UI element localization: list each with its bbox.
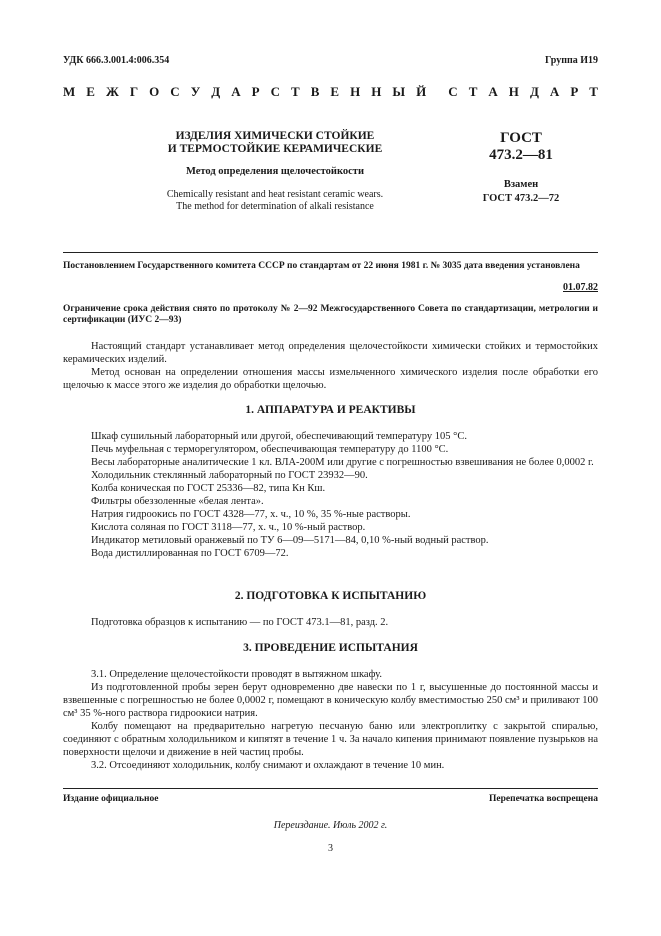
reprint-prohibited: Перепечатка воспрещена: [488, 794, 598, 804]
list-item: Натрия гидроокись по ГОСТ 4328—77, х. ч., 10 %, 35 %-ные растворы.: [91, 509, 411, 520]
group-code: Группа И19: [545, 55, 598, 66]
section-2-text-block: [63, 616, 598, 629]
list-item: Фильтры обеззоленные «белая лента».: [91, 496, 264, 507]
standard-type-letter: О: [149, 84, 160, 99]
reissue-note: Переиздание. Июль 2002 г.: [273, 820, 388, 831]
list-item: Весы лабораторные аналитические 1 кл. ВЛА-200М или другие с погрешностью взвешивания не более 0,0002 г.: [91, 457, 594, 468]
list-item: Шкаф сушильный лабораторный или другой, обеспечивающий температуру 105 °С.: [91, 431, 467, 442]
header-divider: [63, 252, 598, 253]
standard-type-letter: Д: [529, 84, 539, 99]
english-title-line-1: Chemically resistant and heat resistant ceramic wears.: [166, 189, 384, 200]
standard-type-letter: Г: [129, 84, 139, 99]
standard-type-letter: Т: [589, 84, 598, 99]
list-item: Индикатор метиловый оранжевый по ТУ 6—09—5171—84, 0,10 %-ный водный раствор.: [91, 535, 489, 546]
decree-text: Постановлением Государственного комитета СССР по стандартам от 22 июня 1981 г. № 3035 дата введения установлена: [63, 261, 580, 271]
standard-type-letter: С: [448, 84, 458, 99]
gost-block: [466, 130, 576, 206]
section-3-paragraph: 3.1. Определение щелочестойкости проводят в вытяжном шкафу.: [91, 669, 382, 680]
standard-type-letter: С: [270, 84, 280, 99]
standard-type-letter: Р: [570, 84, 579, 99]
page-number: 3: [328, 843, 333, 854]
section-1-heading: 1. АППАРАТУРА И РЕАКТИВЫ: [245, 404, 416, 416]
standard-type-letter: У: [190, 84, 201, 99]
standard-type-letter: Р: [251, 84, 260, 99]
replace-number: ГОСТ 473.2—72: [482, 193, 560, 204]
gost-number: 473.2—81: [489, 147, 553, 163]
standard-type-letter: Т: [291, 84, 300, 99]
standard-type: [63, 84, 598, 100]
english-title-line-2: The method for determination of alkali resistance: [176, 201, 374, 212]
standard-type-letter: Н: [350, 84, 361, 99]
standard-type-letter: Н: [371, 84, 382, 99]
section-2-text: Подготовка образцов к испытанию — по ГОСТ 473.1—81, разд. 2.: [91, 617, 389, 628]
intro-paragraph: Настоящий стандарт устанавливает метод определения щелочестойкости химически стойких и термостойких керамических изделий.: [63, 341, 598, 365]
section-3-heading: 3. ПРОВЕДЕНИЕ ИСПЫТАНИЯ: [243, 642, 418, 654]
list-item: Вода дистиллированная по ГОСТ 6709—72.: [91, 548, 289, 559]
section-3-paragraph: Из подготовленной пробы зерен берут одновременно две навески по 1 г, высушенные до постоянной массы и взвешенные с погрешностью не более 0,0002 г, помещают в коническую колбу вместимостью 250 см³ и приливают 100 см³ 35 %-ного раствора гидроокиси натрия.: [63, 682, 598, 719]
method-title: Метод определения щелочестойкости: [185, 166, 365, 177]
standard-type-letter: Н: [508, 84, 519, 99]
standard-type-letter: Т: [468, 84, 478, 99]
list-item: Колба коническая по ГОСТ 25336—82, типа Кн Кш.: [91, 483, 326, 494]
standard-type-letter: Е: [86, 84, 95, 99]
standard-type-letter: А: [488, 84, 498, 99]
udc-code: УДК 666.3.001.4:006.354: [63, 55, 170, 66]
section-2-heading: 2. ПОДГОТОВКА К ИСПЫТАНИЮ: [234, 590, 427, 602]
standard-type-letter: Ы: [392, 84, 406, 99]
title-line-1: ИЗДЕЛИЯ ХИМИЧЕСКИ СТОЙКИЕ: [175, 130, 375, 142]
standard-type-letter: В: [310, 84, 320, 99]
standard-type-letter: Ж: [105, 84, 119, 99]
gost-label: ГОСТ: [500, 130, 542, 146]
english-title: [130, 189, 420, 213]
title-line-2: И ТЕРМОСТОЙКИЕ КЕРАМИЧЕСКИЕ: [167, 143, 383, 155]
section-1-list: [63, 430, 598, 560]
replace-label: Взамен: [503, 179, 539, 190]
standard-type-letter: А: [549, 84, 560, 99]
limitation-text: Ограничение срока действия снято по протоколу № 2—92 Межгосударственного Совета по стандартизации, метрологии и сертификации (ИУС 2—93): [63, 304, 598, 325]
decree-date: 01.07.82: [563, 282, 598, 293]
standard-type-letter: С: [170, 84, 180, 99]
standard-type-letter: Й: [416, 84, 427, 99]
standard-type-letter: Е: [330, 84, 340, 99]
section-3-paragraph: Колбу помещают на предварительно нагретую песчаную баню или электроплитку с закрытой спиралью, соединяют с обратным холодильником и кипятят в течение 1 ч. За начало кипения принимают появление пузырьков на поверхности щелочи и движение в ней частиц пробы.: [63, 721, 598, 758]
standard-type-letter: А: [231, 84, 241, 99]
intro-block: [63, 340, 598, 392]
official-edition: Издание официальное: [63, 794, 159, 804]
list-item: Печь муфельная с терморегулятором, обеспечивающая температуру до 1100 °С.: [91, 444, 449, 455]
standard-type-letter: Д: [211, 84, 221, 99]
section-3-block: [63, 668, 598, 772]
section-3-paragraph: 3.2. Отсоединяют холодильник, колбу снимают и охлаждают в течение 10 мин.: [91, 760, 445, 771]
standard-type-letter: М: [63, 84, 76, 99]
title-block: [130, 130, 420, 213]
intro-paragraph: Метод основан на определении отношения массы измельченного химического изделия после обработки его щелочью к массе этого же изделия до обработки щелочью.: [63, 367, 598, 391]
footer-divider: [63, 788, 598, 789]
list-item: Холодильник стеклянный лабораторный по ГОСТ 23932—90.: [91, 470, 368, 481]
list-item: Кислота соляная по ГОСТ 3118—77, х. ч., 10 %-ный раствор.: [91, 522, 366, 533]
